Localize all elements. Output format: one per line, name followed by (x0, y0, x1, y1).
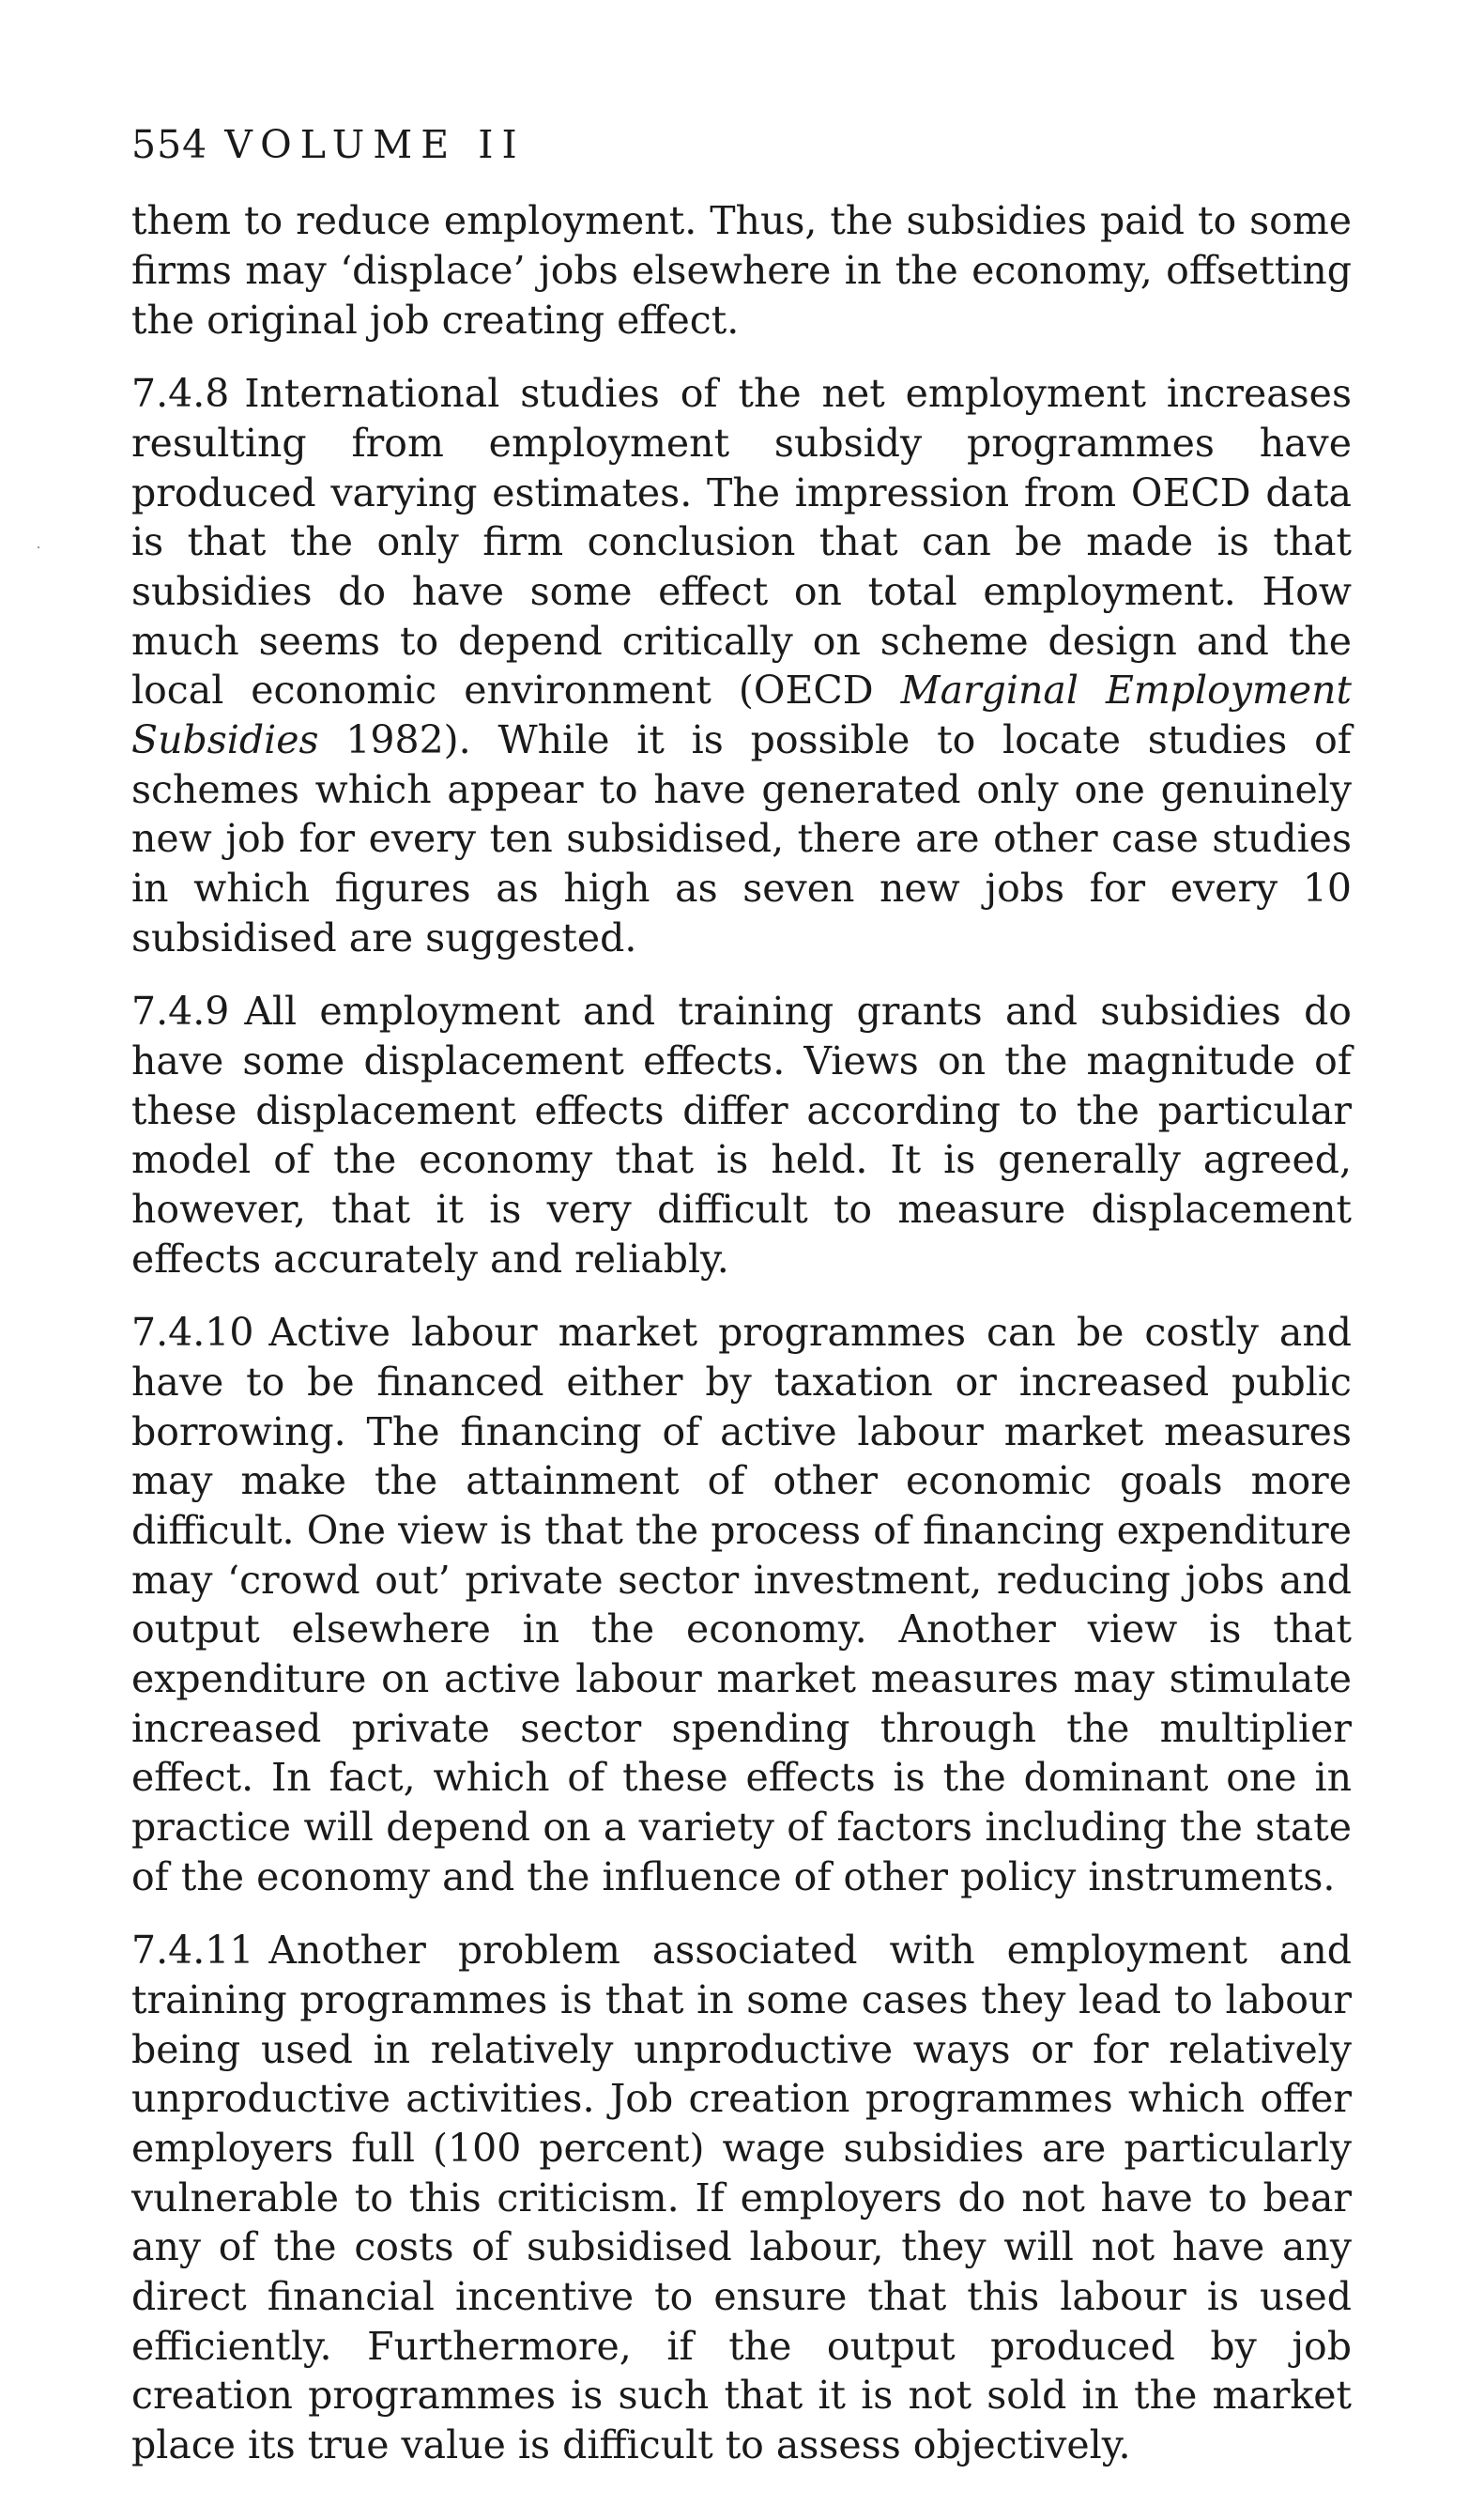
paragraph-text-after: 1982). While it is possible to locate studies of schemes which appear to have generated only one genuinely new job for every ten subsidised, there are other case studies in which figures as high as seven new jobs for every 10 subsidised are suggested. (131, 716, 1352, 961)
volume-label: VOLUME II (224, 122, 526, 167)
paragraph-number: 7.4.8 (131, 371, 230, 417)
paragraph-text: All employment and training grants and subsidies do have some displacement effects. Views on the magnitude of these displacement effects differ according to the particular model of the economy that is held. It is generally agreed, however, that it is very difficult to measure displacement effects accurately and reliably. (131, 989, 1352, 1282)
paragraph-continuation (131, 196, 1352, 345)
publication-title: Marginal Employment Subsidies (131, 668, 1352, 762)
paragraph-7-4-9 (131, 987, 1352, 1283)
margin-mark (38, 546, 39, 548)
paragraph-number: 7.4.11 (131, 1928, 254, 1974)
paragraph-number: 7.4.10 (131, 1310, 254, 1356)
paragraph-text: them to reduce employment. Thus, the subsidies paid to some firms may ‘displace’ jobs elsewhere in the economy, offsetting the original job creating effect. (131, 198, 1352, 343)
running-head (131, 122, 1352, 168)
paragraph-text: Active labour market programmes can be costly and have to be financed either by taxation or increased public borrowing. The financing of active labour market measures may make the attainment of other economic goals more difficult. One view is that the process of financing expenditure may ‘crowd out’ private sector investment, reducing jobs and output elsewhere in the economy. Another view is that expenditure on active labour market measures may stimulate increased private sector spending through the multiplier effect. In fact, which of these effects is the dominant one in practice will depend on a variety of factors including the state of the economy and the influence of other policy instruments. (131, 1310, 1352, 1899)
document-page (131, 122, 1352, 2495)
page-number: 554 (131, 122, 208, 167)
paragraph-number: 7.4.9 (131, 989, 230, 1035)
paragraph-text-before: International studies of the net employment increases resulting from employment subsidy programmes have produced varying estimates. The impression from OECD data is that the only firm conclusion that can be made is that subsidies do have some effect on total employment. How much seems to depend critically on scheme design and the local economic environment (OECD (131, 371, 1352, 714)
paragraph-text: Another problem associated with employment and training programmes is that in some cases they lead to labour being used in relatively unproductive ways or for relatively unproductive activities. Job creation programmes which offer employers full (100 percent) wage subsidies are particularly vulnerable to this criticism. If employers do not have to bear any of the costs of subsidised labour, they will not have any direct financial incentive to ensure that this labour is used efficiently. Furthermore, if the output produced by job creation programmes is such that it is not sold in the market place its true value is difficult to assess objectively. (131, 1928, 1352, 2468)
paragraph-7-4-11 (131, 1926, 1352, 2469)
paragraph-7-4-10 (131, 1308, 1352, 1901)
paragraph-7-4-8 (131, 369, 1352, 962)
